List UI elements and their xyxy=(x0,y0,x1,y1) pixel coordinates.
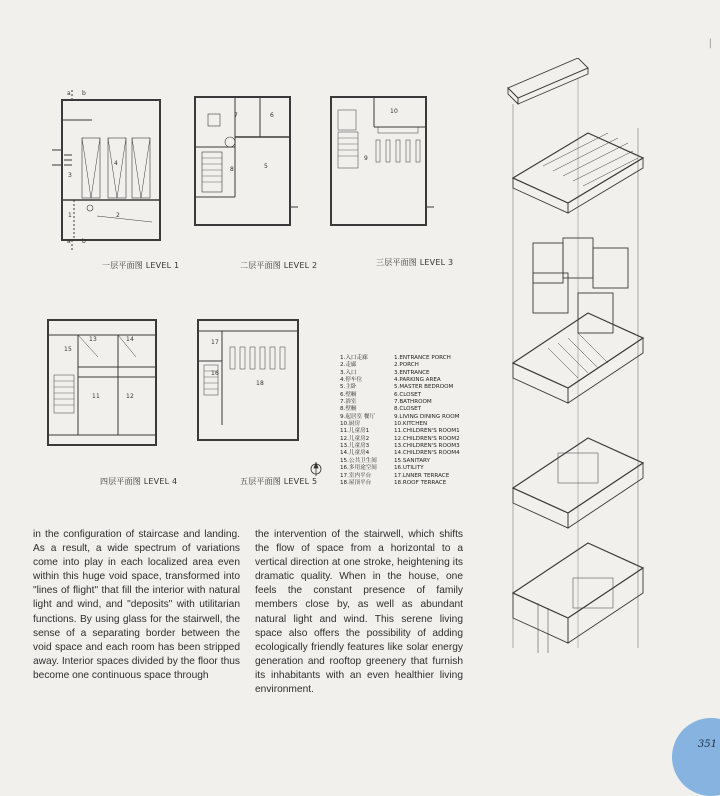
legend-en: 12.CHILDREN'S ROOM2 xyxy=(394,435,460,442)
floor-plan-level-5 xyxy=(190,315,305,455)
legend-en: 17.LNNER TERRACE xyxy=(394,472,450,479)
legend-zh: 17.室内平台 xyxy=(340,472,372,479)
legend-row xyxy=(340,480,500,487)
legend-en: 14.CHILDREN'S ROOM4 xyxy=(394,450,460,457)
legend-en: 10.KITCHEN xyxy=(394,421,428,428)
plan-5-label-18: 18 xyxy=(256,380,265,387)
body-text-right-column: the intervention of the stairwell, which shifts the flow of space from a horizontal to a vertical direction at one stroke, heightening its dramatic quality. When in the house, one feels the constant presence of family members close by, as well as abundant natural light and wind. This serene living space also offers the possibility of adding ecologically friendly features like solar energy generation and rooftop greenery that furnish its inhabitants with an even healthier living environment. xyxy=(255,529,463,696)
legend-row xyxy=(340,465,500,472)
legend-zh: 13.儿童房3 xyxy=(340,443,370,450)
legend-zh: 5.主卧 xyxy=(340,384,357,391)
legend-zh: 10.厨房 xyxy=(340,421,361,428)
legend-row xyxy=(340,406,500,413)
plan-4-label-11: 11 xyxy=(92,393,101,400)
plan-5-label-16: 16 xyxy=(211,370,220,377)
legend-zh: 16.多用途空间 xyxy=(340,465,377,472)
level-2-caption: 二层平面图 LEVEL 2 xyxy=(240,261,318,270)
legend-row xyxy=(340,428,500,435)
legend-row xyxy=(340,370,500,377)
legend-zh: 8.壁橱 xyxy=(340,406,357,413)
legend-en: 7.BATHROOM xyxy=(394,399,432,406)
legend-en: 15.SANITARY xyxy=(394,457,430,464)
floor-plan-level-3 xyxy=(326,92,436,232)
legend-en: 18.ROOF TERRACE xyxy=(394,479,447,486)
legend-row xyxy=(340,392,500,399)
level-5-caption: 五层平面图 LEVEL 5 xyxy=(240,477,318,486)
legend-en: 9.LIVING DINING ROOM xyxy=(394,413,460,420)
plan-5-label-17: 17 xyxy=(211,339,220,346)
legend-en: 16.UTILITY xyxy=(394,465,424,472)
legend-zh: 12.儿童房2 xyxy=(340,435,370,442)
legend-zh: 18.屋顶平台 xyxy=(340,479,372,486)
legend-zh: 3.入口 xyxy=(340,369,357,376)
legend-row xyxy=(340,355,500,362)
floor-plan-level-2 xyxy=(190,92,300,232)
legend-zh: 11.儿童房1 xyxy=(340,428,370,435)
legend-zh: 7.浴室 xyxy=(340,399,357,406)
legend-en: 8.CLOSET xyxy=(394,406,422,413)
plan-2-label-8: 8 xyxy=(230,166,235,173)
plan-3-label-10: 10 xyxy=(390,108,399,115)
page-edge-mark: | xyxy=(708,38,712,49)
page-number-tab xyxy=(672,718,720,796)
page-number: 351 xyxy=(697,739,717,750)
legend-zh: 6.壁橱 xyxy=(340,391,357,398)
level-3-caption: 三层平面图 LEVEL 3 xyxy=(376,258,454,267)
plan-1-label-a-top: a xyxy=(67,90,71,97)
plan-1-label-2: 2 xyxy=(116,212,121,219)
plan-3-label-9: 9 xyxy=(364,155,369,162)
legend-en: 3.ENTRANCE xyxy=(394,369,430,376)
legend-zh: 1.入口走廊 xyxy=(340,355,368,361)
floor-plan-level-4 xyxy=(40,315,165,455)
legend-row xyxy=(340,399,500,406)
plan-1-label-a-bottom: a xyxy=(67,238,71,245)
legend-en: 5.MASTER BEDROOM xyxy=(394,384,454,391)
level-4-caption: 四层平面图 LEVEL 4 xyxy=(100,477,178,486)
legend-row xyxy=(340,473,500,480)
legend-row xyxy=(340,414,500,421)
plan-4-label-13: 13 xyxy=(89,336,98,343)
legend-row xyxy=(340,450,500,457)
room-legend xyxy=(340,355,500,487)
plan-1-label-4: 4 xyxy=(114,160,119,167)
legend-zh: 14.儿童房4 xyxy=(340,450,370,457)
legend-en: 6.CLOSET xyxy=(394,391,422,398)
body-text-left-column: in the configuration of staircase and landing. As a result, a wide spectrum of variations come into play in each localized area even within this huge void space, transformed into "lines of flight" that fill the interior with natural light and wind, and "deposits" with utilitarian functions. By using glass for the stairwell, the sense of a separating border between the void space and each room has been stripped away. Interior spaces divided by the floor thus become one continuous space through xyxy=(33,529,240,681)
legend-row xyxy=(340,384,500,391)
plan-1-label-1: 1 xyxy=(68,212,73,219)
legend-zh: 2.走廊 xyxy=(340,362,357,369)
plan-1-label-b-top: b xyxy=(82,90,87,97)
plan-4-label-15: 15 xyxy=(64,346,73,353)
plan-2-label-5: 5 xyxy=(264,163,269,170)
legend-en: 11.CHILDREN'S ROOM1 xyxy=(394,428,460,435)
plan-2-label-6: 6 xyxy=(270,112,275,119)
legend-zh: 9.起居室 餐厅 xyxy=(340,413,376,420)
plan-1-label-3: 3 xyxy=(68,172,73,179)
plan-1-label-b-bottom: b xyxy=(82,238,87,245)
level-1-caption: 一层平面图 LEVEL 1 xyxy=(102,261,180,270)
legend-row xyxy=(340,362,500,369)
legend-zh: 15.公共卫生间 xyxy=(340,457,377,464)
north-arrow-icon xyxy=(309,462,323,481)
plan-4-label-14: 14 xyxy=(126,336,135,343)
legend-zh: 4.停车位 xyxy=(340,377,363,384)
legend-en: 2.PORCH xyxy=(394,362,419,369)
legend-row xyxy=(340,377,500,384)
legend-en: 1.ENTRANCE PORCH xyxy=(394,355,451,361)
legend-en: 4.PARKING AREA xyxy=(394,377,441,384)
plan-4-label-12: 12 xyxy=(126,393,135,400)
plan-2-label-7: 7 xyxy=(234,112,239,119)
legend-en: 13.CHILDREN'S ROOM3 xyxy=(394,443,460,450)
exploded-axonometric-drawing xyxy=(478,58,678,663)
floor-plan-level-1 xyxy=(52,90,172,250)
